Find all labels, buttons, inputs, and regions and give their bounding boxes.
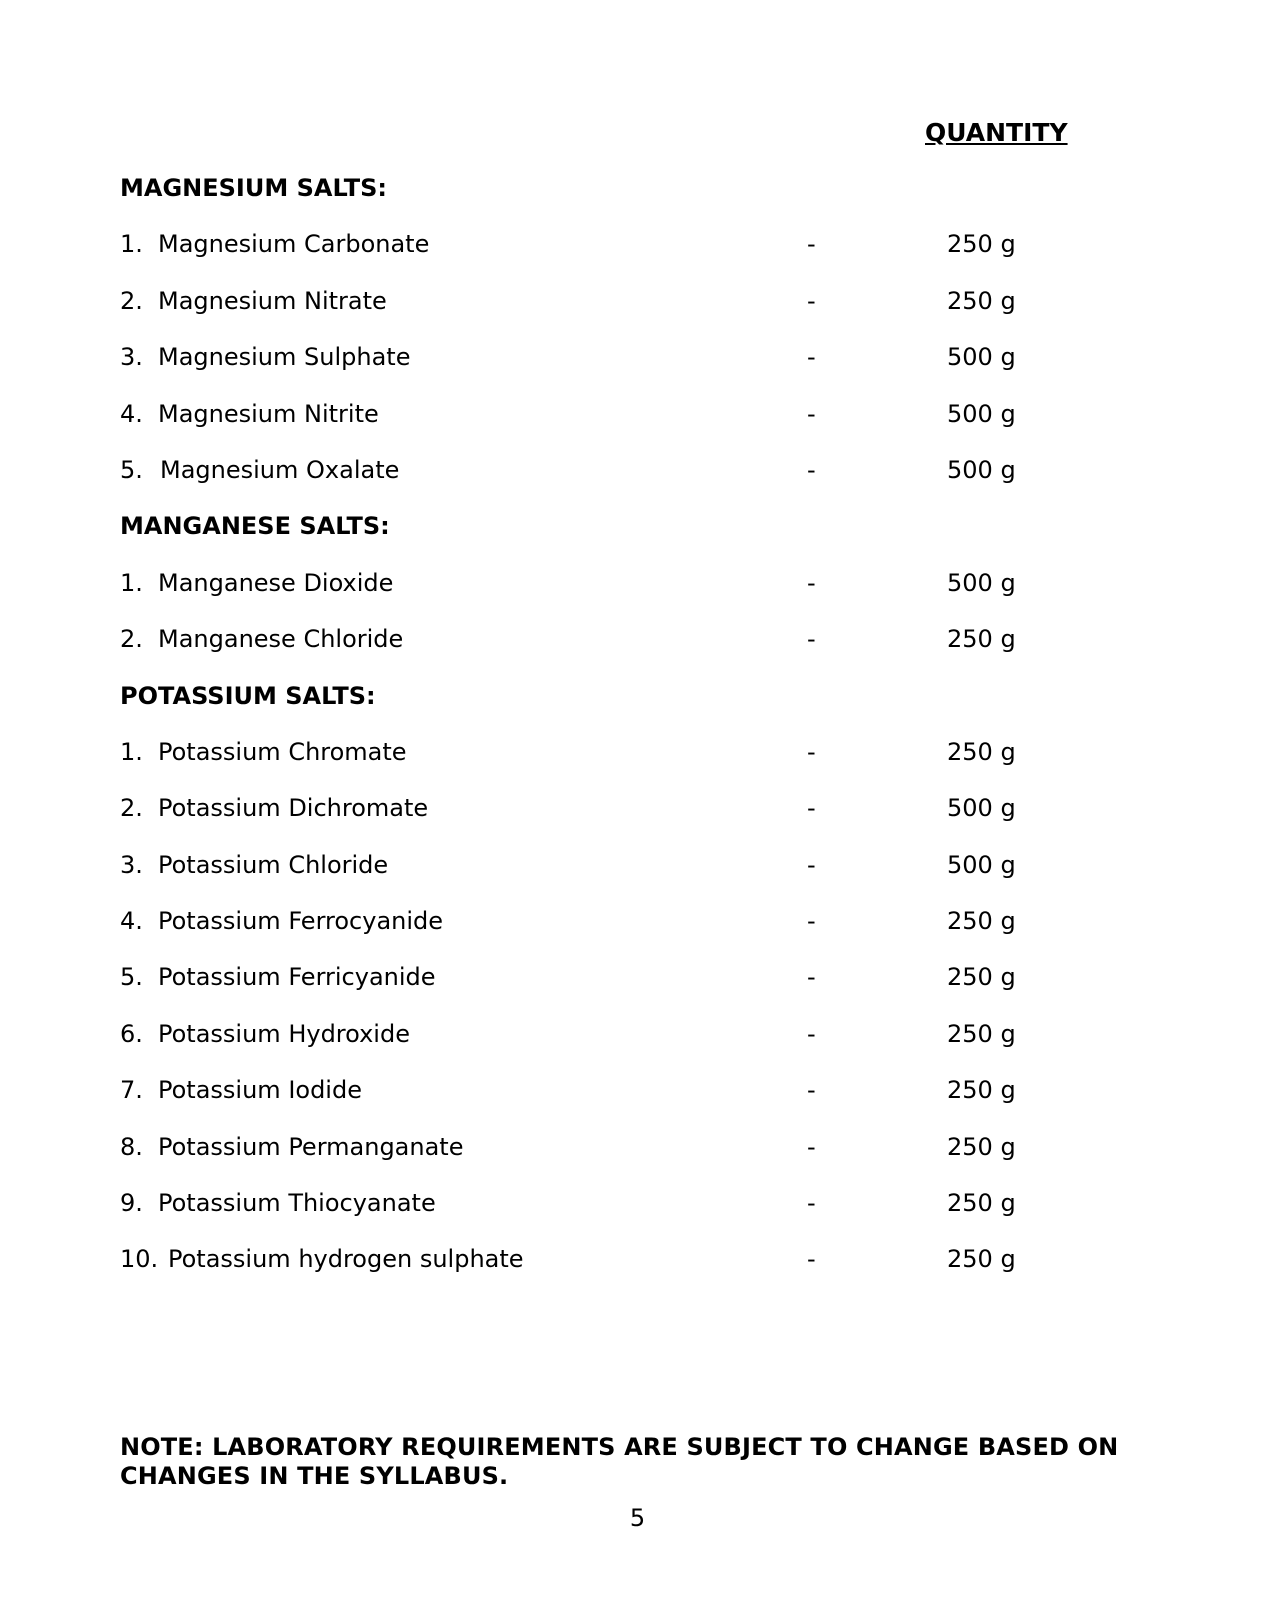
item-number: 5. — [120, 963, 143, 992]
list-item — [120, 737, 1160, 793]
section-heading-row — [120, 511, 1160, 567]
item-number: 3. — [120, 343, 143, 372]
item-number: 1. — [120, 737, 143, 766]
item-name: Potassium Thiocyanate — [158, 1189, 436, 1218]
list-item — [120, 342, 1160, 398]
item-name: Magnesium Sulphate — [158, 343, 411, 372]
list-item — [120, 286, 1160, 342]
item-dash: - — [807, 286, 816, 315]
item-dash: - — [807, 1189, 816, 1218]
item-number: 2. — [120, 625, 143, 654]
item-dash: - — [807, 625, 816, 654]
item-dash: - — [807, 850, 816, 879]
item-number: 3. — [120, 850, 143, 879]
item-dash: - — [807, 794, 816, 823]
list-item — [120, 906, 1160, 962]
item-name: Magnesium Nitrite — [158, 399, 379, 428]
item-number: 7. — [120, 1076, 143, 1105]
list-item — [120, 1188, 1160, 1244]
item-quantity: 250 g — [947, 1245, 1016, 1274]
list-item — [120, 962, 1160, 1018]
item-quantity: 500 g — [947, 794, 1016, 823]
item-number: 8. — [120, 1132, 143, 1161]
list-item — [120, 850, 1160, 906]
item-quantity: 250 g — [947, 286, 1016, 315]
item-dash: - — [807, 399, 816, 428]
list-item — [120, 229, 1160, 285]
item-number: 4. — [120, 399, 143, 428]
item-number: 2. — [120, 286, 143, 315]
list-item — [120, 1132, 1160, 1188]
item-quantity: 500 g — [947, 850, 1016, 879]
item-dash: - — [807, 1076, 816, 1105]
list-item — [120, 399, 1160, 455]
item-dash: - — [807, 230, 816, 259]
item-name: Potassium Ferricyanide — [158, 963, 436, 992]
list-item — [120, 793, 1160, 849]
item-dash: - — [807, 963, 816, 992]
item-number: 1. — [120, 230, 143, 259]
item-quantity: 250 g — [947, 737, 1016, 766]
section-heading-row — [120, 173, 1160, 229]
list-item — [120, 568, 1160, 624]
item-number: 9. — [120, 1189, 143, 1218]
list-item — [120, 455, 1160, 511]
item-number: 1. — [120, 568, 143, 597]
item-name: Manganese Chloride — [158, 625, 404, 654]
item-dash: - — [807, 737, 816, 766]
item-dash: - — [807, 455, 816, 484]
item-quantity: 250 g — [947, 907, 1016, 936]
item-dash: - — [807, 907, 816, 936]
item-name: Magnesium Oxalate — [160, 455, 400, 484]
item-quantity: 250 g — [947, 1076, 1016, 1105]
item-quantity: 250 g — [947, 230, 1016, 259]
list-item — [120, 1244, 1160, 1300]
salt-list — [120, 173, 1160, 1301]
item-name: Potassium Ferrocyanide — [158, 907, 444, 936]
item-name: Potassium Chloride — [158, 850, 389, 879]
item-name: Manganese Dioxide — [158, 568, 394, 597]
item-dash: - — [807, 1245, 816, 1274]
section-heading-row — [120, 681, 1160, 737]
item-dash: - — [807, 568, 816, 597]
quantity-column-header: QUANTITY — [925, 118, 1068, 147]
syllabus-note: NOTE: LABORATORY REQUIREMENTS ARE SUBJECT TO CHANGE BASED ON CHANGES IN THE SYLLABUS. — [120, 1433, 1119, 1490]
item-quantity: 500 g — [947, 343, 1016, 372]
item-quantity: 500 g — [947, 455, 1016, 484]
item-quantity: 250 g — [947, 625, 1016, 654]
item-name: Potassium Permanganate — [158, 1132, 464, 1161]
item-name: Magnesium Nitrate — [158, 286, 387, 315]
item-number: 4. — [120, 907, 143, 936]
item-number: 2. — [120, 794, 143, 823]
item-name: Potassium Dichromate — [158, 794, 429, 823]
item-name: Potassium Iodide — [158, 1076, 362, 1105]
item-quantity: 500 g — [947, 399, 1016, 428]
item-dash: - — [807, 1132, 816, 1161]
item-name: Potassium Hydroxide — [158, 1019, 410, 1048]
item-number: 10. — [120, 1245, 159, 1274]
list-item — [120, 1075, 1160, 1131]
item-dash: - — [807, 343, 816, 372]
item-quantity: 250 g — [947, 1019, 1016, 1048]
item-number: 5. — [120, 455, 143, 484]
item-quantity: 500 g — [947, 568, 1016, 597]
item-quantity: 250 g — [947, 963, 1016, 992]
page-number: 5 — [629, 1504, 646, 1532]
item-dash: - — [807, 1019, 816, 1048]
item-name: Potassium hydrogen sulphate — [168, 1245, 524, 1274]
item-quantity: 250 g — [947, 1189, 1016, 1218]
section-heading: POTASSIUM SALTS: — [120, 681, 376, 710]
item-quantity: 250 g — [947, 1132, 1016, 1161]
section-heading: MANGANESE SALTS: — [120, 512, 390, 541]
list-item — [120, 624, 1160, 680]
item-number: 6. — [120, 1019, 143, 1048]
item-name: Magnesium Carbonate — [158, 230, 430, 259]
item-name: Potassium Chromate — [158, 737, 407, 766]
section-heading: MAGNESIUM SALTS: — [120, 174, 388, 202]
list-item — [120, 1019, 1160, 1075]
